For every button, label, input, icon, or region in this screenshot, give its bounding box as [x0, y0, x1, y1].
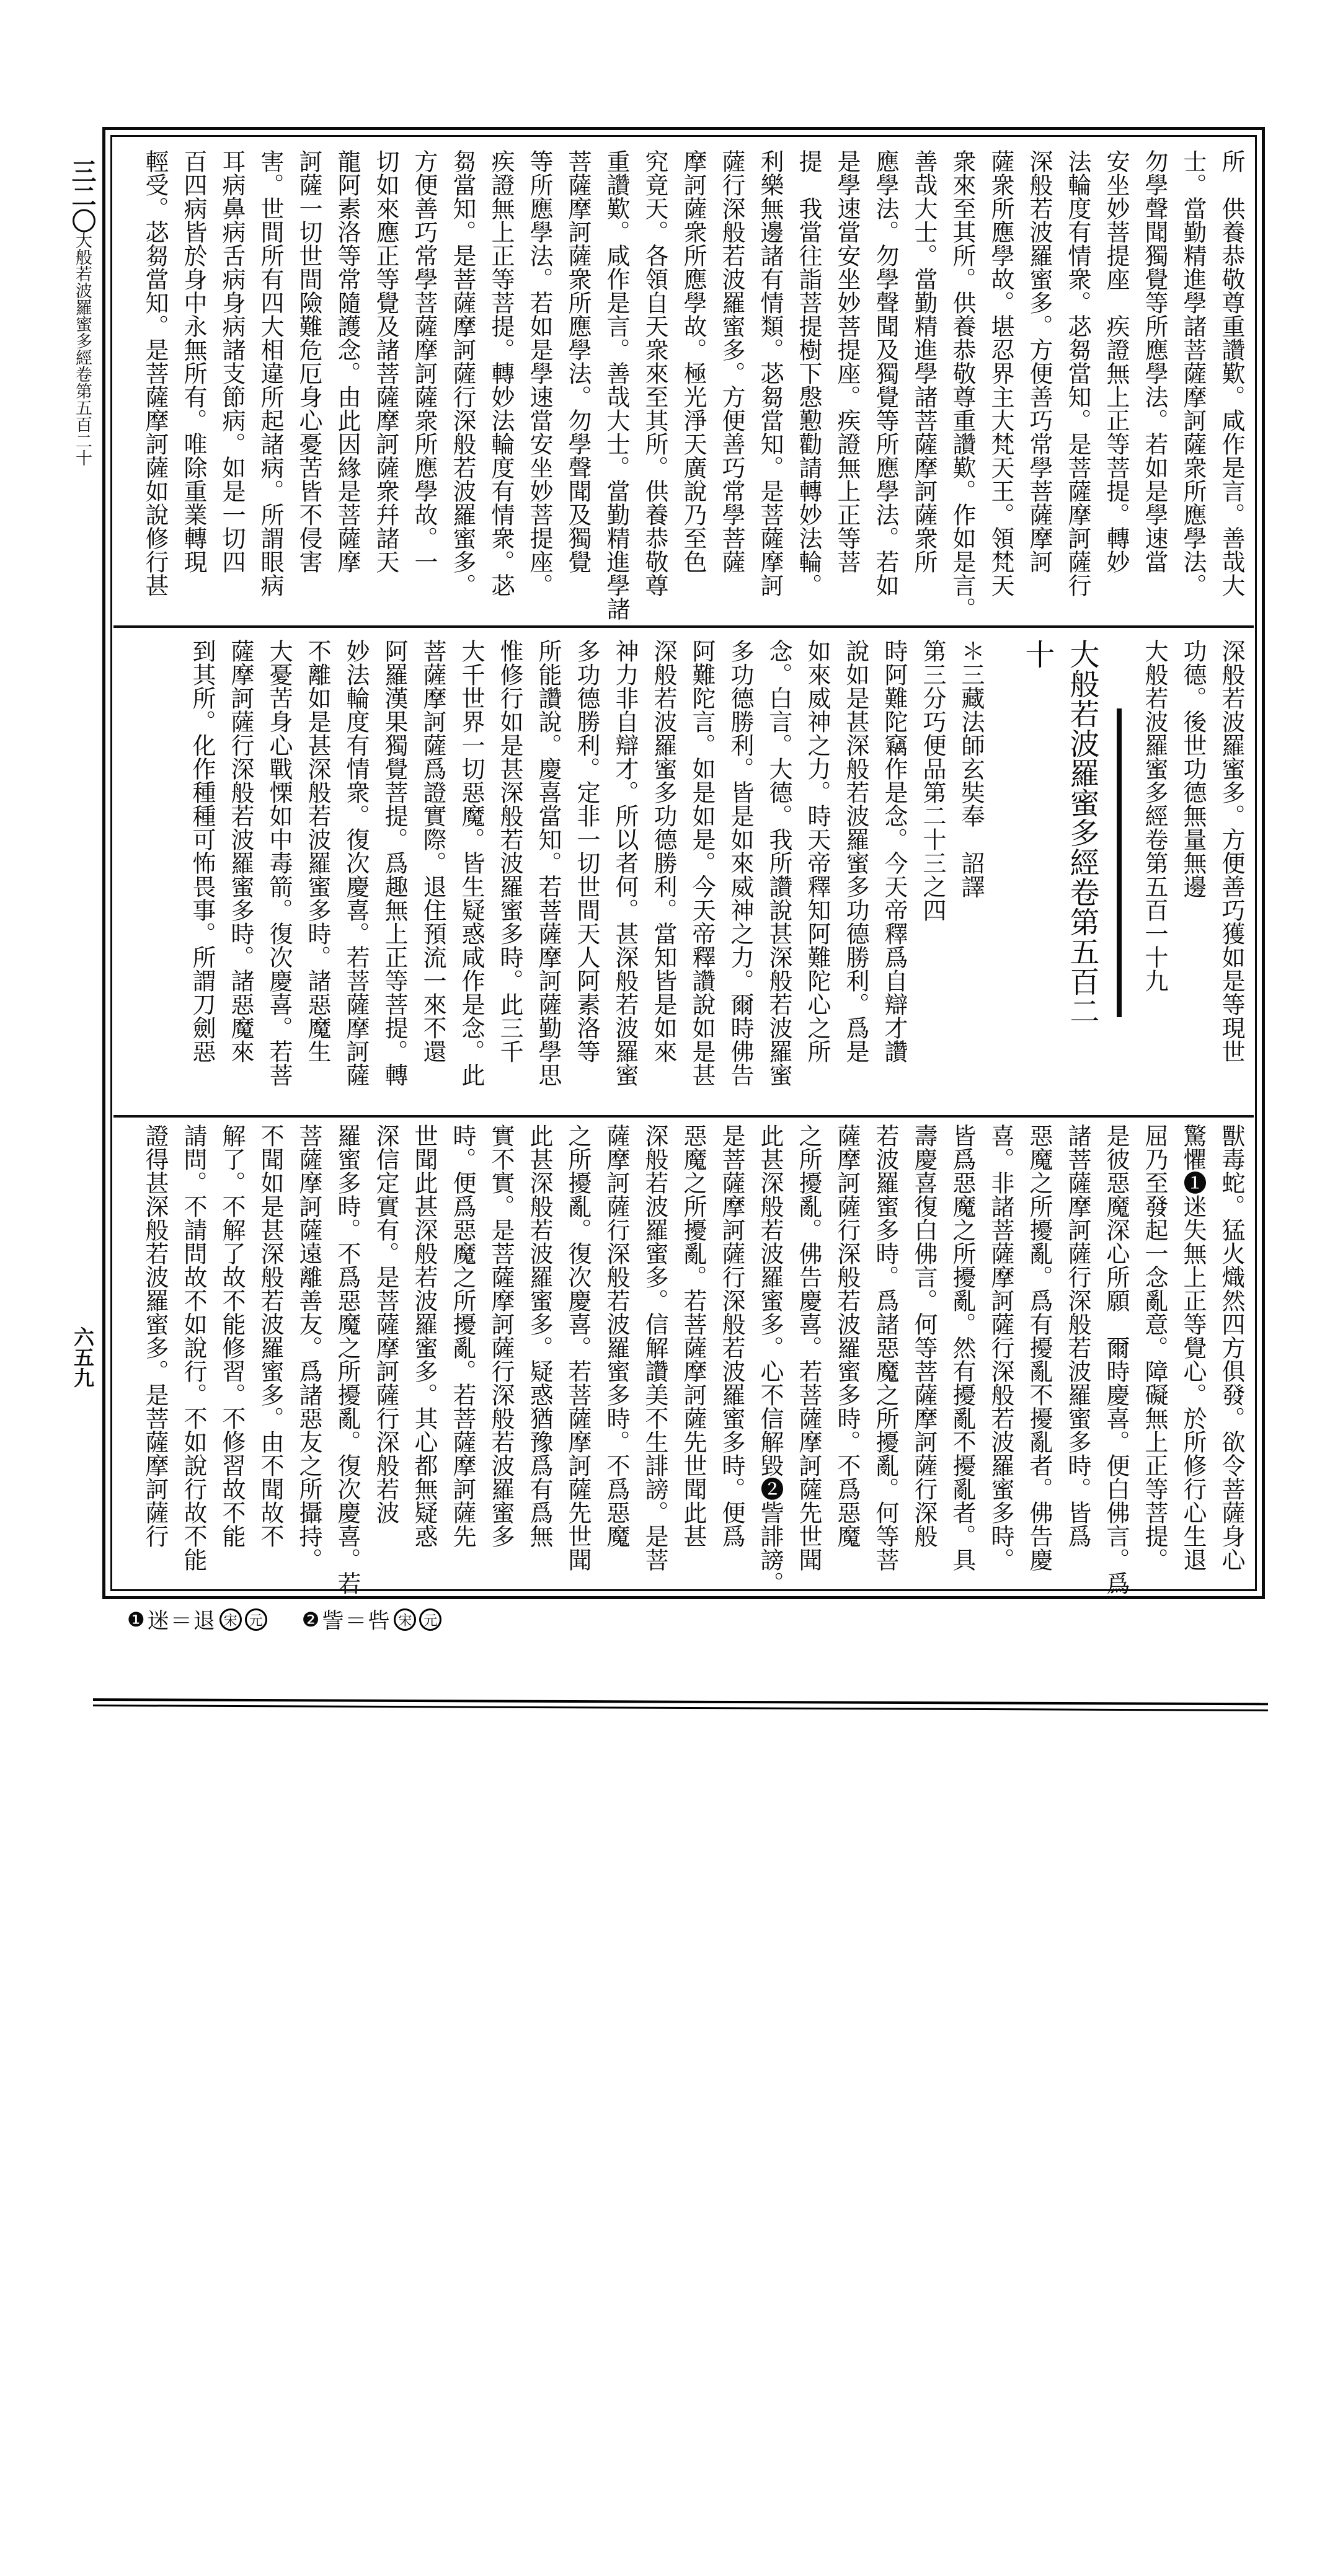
text-column: 之所擾亂。佛告慶喜。若菩薩摩訶薩先世聞 [795, 1124, 821, 1571]
text-column: 大千世界一切惡魔。皆生疑惑咸作是念。此 [458, 639, 484, 1087]
edition-badge-song: 宋 [219, 1608, 242, 1631]
middle-body-columns [182, 639, 913, 1110]
text-column: 阿難陀言。如是如是。今天帝釋讚說如是甚 [688, 639, 714, 1087]
text-column: 是彼惡魔深心所願 爾時慶喜。便白佛言。爲 [1102, 1124, 1128, 1595]
text-column: 疾證無上正等菩提。轉妙法輪度有情衆。苾 [487, 149, 513, 597]
text-column: 龍阿素洛等常隨護念。由此因緣是菩薩摩 [334, 149, 360, 573]
text-column: 薩摩訶薩行深般若波羅蜜多時。不爲惡魔 [603, 1124, 629, 1548]
text-column: 時阿難陀竊作是念。今天帝釋爲自辯才讚 [880, 639, 907, 1063]
text-column: 大憂苦身心戰慄如中毒箭。復次慶喜。若菩 [265, 639, 291, 1087]
text-column: 此甚深般若波羅蜜多。疑惑猶豫爲有爲無 [526, 1124, 552, 1548]
footnote-1-marker: ❶ [127, 1608, 145, 1631]
text-column: 訶薩一切世間險難危厄身心憂苦皆不侵害 [295, 149, 321, 573]
text-column: 念。白言。大德。我所讚說甚深般若波羅蜜 [765, 639, 791, 1087]
text-column: 切如來應正等覺及諸菩薩摩訶薩衆幷諸天 [372, 149, 398, 573]
edition-badge-yuan: 元 [245, 1608, 267, 1631]
text-column: 到其所。化作種種可怖畏事。所謂刀劍惡 [188, 639, 215, 1063]
chapter-heading: 第三分巧便品第二十三之四 [919, 639, 945, 922]
text-column: 時。便爲惡魔之所擾亂。若菩薩摩訶薩先 [449, 1124, 475, 1548]
text-column: 壽慶喜復白佛言。何等菩薩摩訶薩行深般 [910, 1124, 936, 1548]
text-column: 提 我當往詣菩提樹下慇懃勸請轉妙法輪。 [795, 149, 821, 597]
text-column: 深信定實有。是菩薩摩訶薩行深般若波 [372, 1124, 398, 1524]
text-column: 功德。後世功德無量無邊 [1179, 639, 1205, 898]
text-column: 之所擾亂。復次慶喜。若菩薩摩訶薩先世聞 [564, 1124, 590, 1571]
footnote-2 [302, 1604, 442, 1635]
text-column: 摩訶薩衆所應學故。極光淨天廣說乃至色 [680, 149, 706, 573]
text-column: 妙法輪度有情衆。復次慶喜。若菩薩摩訶薩 [342, 639, 368, 1087]
text-column: 衆來至其所。供養恭敬尊重讚歎。作如是言。 [949, 149, 975, 620]
text-column: 薩行深般若波羅蜜多。方便善巧常學菩薩 [718, 149, 744, 573]
band-separator-line [113, 1115, 1254, 1118]
text-column: 羅蜜多時。不爲惡魔之所擾亂。復次慶喜。若 [334, 1124, 360, 1595]
text-column: 惟修行如是甚深般若波羅蜜多時。此三千 [496, 639, 522, 1063]
blank-column [990, 639, 1014, 1110]
scroll-start-title-wrap: 十 [1021, 639, 1053, 669]
text-column: 世聞此甚深般若波羅蜜多。其心都無疑惑 [410, 1124, 437, 1548]
text-column: 若波羅蜜多時。爲諸惡魔之所擾亂。何等菩 [872, 1124, 898, 1571]
text-column: 應學法。勿學聲聞及獨覺等所應學法。若如 [872, 149, 898, 597]
text-column: 深般若波羅蜜多。信解讚美不生誹謗。是菩 [641, 1124, 667, 1571]
text-column: 芻當知。是菩薩摩訶薩行深般若波羅蜜多。 [449, 149, 475, 597]
text-column: 神力非自辯才。所以者何。甚深般若波羅蜜 [611, 639, 637, 1087]
margin-running-title: 大般若波羅蜜多經卷第五百二十 [73, 232, 92, 466]
text-column: 喜。非諸菩薩摩訶薩行深般若波羅蜜多時。 [987, 1124, 1013, 1571]
text-column: 證得甚深般若波羅蜜多。是菩薩摩訶薩行 [141, 1124, 167, 1548]
text-column: 阿羅漢果獨覺菩提。爲趣無上正等菩提。轉 [381, 639, 407, 1087]
text-column: 請問。不請問故不如說行。不如說行故不能 [180, 1124, 206, 1571]
text-column: 薩衆所應學故。堪忍界主大梵天王。領梵天 [987, 149, 1013, 597]
text-column: 法輪度有情衆。苾芻當知。是菩薩摩訶薩行 [1064, 149, 1090, 597]
text-column: 安坐妙菩提座 疾證無上正等菩提。轉妙 [1102, 149, 1128, 573]
text-column: 善哉大士。當勤精進學諸菩薩摩訶薩衆所 [910, 149, 936, 573]
text-column: 解了。不解了故不能修習。不修習故不能 [218, 1124, 244, 1548]
text-column: 驚懼❶迷失無上正等覺心。於所修行心生退 [1179, 1124, 1205, 1571]
text-column: 所能讚說。慶喜當知。若菩薩摩訶薩勤學思 [534, 639, 561, 1087]
text-column: 深般若波羅蜜多功德勝利。當知皆是如來 [650, 639, 676, 1063]
sheet-number: 六五九 [71, 1326, 93, 1388]
text-column: 實不實。是菩薩摩訶薩行深般若波羅蜜多 [487, 1124, 513, 1548]
text-column: 菩薩摩訶薩遠離善友。爲諸惡友之所攝持。 [295, 1124, 321, 1571]
text-column: 害。世間所有四大相違所起諸病。所謂眼病 [257, 149, 283, 597]
text-column: 屈乃至發起一念亂意。障礙無上正等菩提。 [1141, 1124, 1167, 1571]
text-column: 勿學聲聞獨覺等所應學法。若如是學速當 [1141, 149, 1167, 573]
edition-badge-song: 宋 [394, 1608, 416, 1631]
page-frame-inner-border [110, 135, 1257, 1595]
text-column: 皆爲惡魔之所擾亂。然有擾亂不擾亂者。具 [949, 1124, 975, 1571]
text-column: 如來威神之力。時天帝釋知阿難陀心之所 [804, 639, 830, 1063]
scroll-divider-rule [1104, 639, 1135, 1110]
text-column: 輕受。苾芻當知。是菩薩摩訶薩如說修行甚 [141, 149, 167, 597]
text-column: 獸毒蛇。猛火熾然四方俱發。欲令菩薩身心 [1218, 1124, 1244, 1571]
divider-rule-bar [1117, 708, 1122, 1017]
middle-opening-columns [1173, 639, 1250, 1110]
text-column: 不離如是甚深般若波羅蜜多時。諸惡魔生 [304, 639, 330, 1063]
text-column: 深般若波羅蜜多。方便善巧獲如是等現世 [1218, 639, 1244, 1063]
footnote-1 [127, 1604, 267, 1635]
text-column: 利樂無邊諸有情類。苾芻當知。是菩薩摩訶 [756, 149, 782, 597]
text-column: 重讚歎。咸作是言。善哉大士。當勤精進學諸 [603, 149, 629, 620]
text-column: 方便善巧常學菩薩摩訶薩衆所應學故。一 [410, 149, 437, 573]
text-column: 多功德勝利。定非一切世間天人阿素洛等 [573, 639, 599, 1063]
text-column: 百四病皆於身中永無所有。唯除重業轉現 [180, 149, 206, 573]
footnote-line [127, 1604, 871, 1635]
text-column: 士。當勤精進學諸菩薩摩訶薩衆所應學法。 [1179, 149, 1205, 597]
text-column: 是學速當安坐妙菩提座。疾證無上正等菩 [833, 149, 859, 573]
text-column: 菩薩摩訶薩爲證實際。退住預流一來不還 [419, 639, 445, 1063]
text-column: 等所應學法。若如是學速當安坐妙菩提座。 [526, 149, 552, 597]
text-column: 耳病鼻病舌病身病諸支節病。如是一切四 [218, 149, 244, 573]
footnote-2-text: 訾＝呰 [322, 1609, 391, 1633]
page-frame [102, 127, 1265, 1599]
band-separator-line [113, 625, 1254, 628]
text-column: 諸菩薩摩訶薩行深般若波羅蜜多時。皆爲 [1064, 1124, 1090, 1548]
text-column: 惡魔之所擾亂。若菩薩摩訶薩先世聞此甚 [680, 1124, 706, 1548]
folio-number: 三二〇 [68, 159, 96, 233]
text-column: 多功德勝利。皆是如來威神之力。爾時佛告 [727, 639, 753, 1087]
text-column: 說如是甚深般若波羅蜜多功德勝利。爲是 [842, 639, 868, 1063]
text-band-middle [118, 639, 1250, 1110]
text-column: 菩薩摩訶薩衆所應學法。勿學聲聞及獨覺 [564, 149, 590, 573]
scroll-start-title: 大般若波羅蜜多經卷第五百二 [1065, 639, 1098, 1026]
text-column: 是菩薩摩訶薩行深般若波羅蜜多時。便爲 [718, 1124, 744, 1548]
scroll-end-title: 大般若波羅蜜多經卷第五百一十九 [1141, 639, 1167, 992]
text-band-bottom [118, 1124, 1250, 2576]
translator-line: ＊三藏法師玄奘奉 詔譯 [957, 639, 983, 898]
text-column: 此甚深般若波羅蜜多。心不信解毀❷訾誹謗。 [756, 1124, 782, 1595]
text-column: 深般若波羅蜜多。方便善巧常學菩薩摩訶 [1026, 149, 1052, 573]
footnote-2-marker: ❷ [301, 1608, 320, 1631]
text-column: 究竟天。各領自天衆來至其所。供養恭敬尊 [641, 149, 667, 597]
text-column: 所 供養恭敬尊重讚歎。咸作是言。善哉大 [1218, 149, 1244, 597]
text-column: 薩摩訶薩行深般若波羅蜜多時。不爲惡魔 [833, 1124, 859, 1548]
edition-badge-yuan: 元 [419, 1608, 441, 1631]
footnote-1-text: 迷＝退 [147, 1609, 216, 1633]
text-column: 薩摩訶薩行深般若波羅蜜多時。諸惡魔來 [227, 639, 253, 1063]
text-column: 惡魔之所擾亂。爲有擾亂不擾亂者。佛告慶 [1026, 1124, 1052, 1571]
text-column: 不聞如是甚深般若波羅蜜多。由不聞故不 [257, 1124, 283, 1548]
